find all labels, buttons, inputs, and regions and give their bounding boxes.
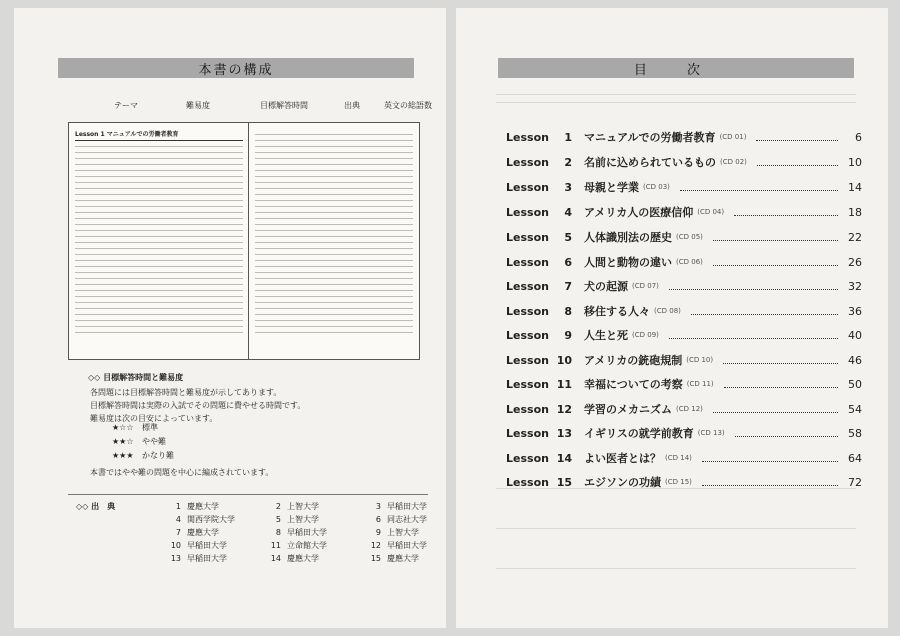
sample-title: Lesson 1 マニュアルでの労働者教育 [75,129,243,141]
toc-row[interactable]: Lesson 8 移住する人々 (CD 08) 36 [506,304,862,318]
source-item: 12 早稲田大学 [370,541,427,550]
source-item: 6 同志社大学 [375,515,427,524]
source-item: 2 上智大学 [275,502,319,511]
toc-row[interactable]: Lesson 2 名前に込められているもの (CD 02) 10 [506,155,862,169]
toc-row[interactable]: Lesson 12 学習のメカニズム (CD 12) 54 [506,402,862,416]
toc-row[interactable]: Lesson 11 幸福についての考察 (CD 11) 50 [506,377,862,391]
toc-row[interactable]: Lesson 10 アメリカの銃砲規制 (CD 10) 46 [506,353,862,367]
toc-row[interactable]: Lesson 14 よい医者とは？ (CD 14) 64 [506,451,862,465]
label-source: 出典 [344,101,360,110]
diamond-icon: ◇◇ [88,373,104,382]
difficulty-legend: ★☆☆ 標準 ★★☆ やや難 ★★★ かなり難 [112,423,174,460]
toc-row[interactable]: Lesson 13 イギリスの就学前教育 (CD 13) 58 [506,426,862,440]
sample-right-column [255,129,413,351]
sample-labels [14,100,446,116]
page-header: 本書の構成 [58,58,414,78]
right-page [456,8,888,628]
toc-row[interactable]: Lesson 6 人間と動物の違い (CD 06) 26 [506,255,862,269]
source-item: 3 早稲田大学 [375,502,427,511]
label-theme: テーマ [114,101,138,110]
toc-row[interactable]: Lesson 9 人生と死 (CD 09) 40 [506,328,862,342]
difficulty-footer: 本書ではやや難の問題を中心に編成されています。 [90,468,274,477]
source-item: 8 早稲田大学 [275,528,327,537]
source-item: 13 早稲田大学 [170,554,227,563]
sample-divider [248,123,249,359]
source-item: 9 上智大学 [375,528,419,537]
toc-row[interactable]: Lesson 7 犬の起源 (CD 07) 32 [506,279,862,293]
source-item: 11 立命館大学 [270,541,327,550]
left-page [14,8,446,628]
source-item: 5 上智大学 [275,515,319,524]
note-section-title: ◇◇ 目標解答時間と難易度 [88,373,184,382]
source-item: 14 慶應大学 [270,554,319,563]
sample-page-preview [68,122,420,360]
toc-row[interactable]: Lesson 1 マニュアルでの労働者教育 (CD 01) 6 [506,130,862,144]
diamond-icon: ◇◇ [76,502,92,511]
source-title: ◇◇ 出 典 [76,502,116,511]
source-item: 1 慶應大学 [175,502,219,511]
toc-row[interactable]: Lesson 15 エジソンの功績 (CD 15) 72 [506,475,862,489]
note-text: 各問題には目標解答時間と難易度が示してあります。 目標解答時間は実際の入試でその問題に費やせる時間です。 難易度は次の目安によっています。 [90,388,306,423]
source-item: 7 慶應大学 [175,528,219,537]
toc-row[interactable]: Lesson 4 アメリカ人の医療信仰 (CD 04) 18 [506,205,862,219]
toc-row[interactable]: Lesson 3 母親と学業 (CD 03) 14 [506,180,862,194]
sample-left-column [75,129,243,351]
source-item: 4 関西学院大学 [175,515,235,524]
source-list [163,501,433,564]
toc-row[interactable]: Lesson 5 人体識別法の歴史 (CD 05) 22 [506,230,862,244]
label-difficulty: 難易度 [186,101,210,110]
label-word-count: 英文の総語数 [384,101,432,110]
source-item: 10 早稲田大学 [170,541,227,550]
source-section [68,494,428,563]
source-item: 15 慶應大学 [370,554,419,563]
label-target-time: 目標解答時間 [260,101,308,110]
toc-header: 目 次 [498,58,854,78]
